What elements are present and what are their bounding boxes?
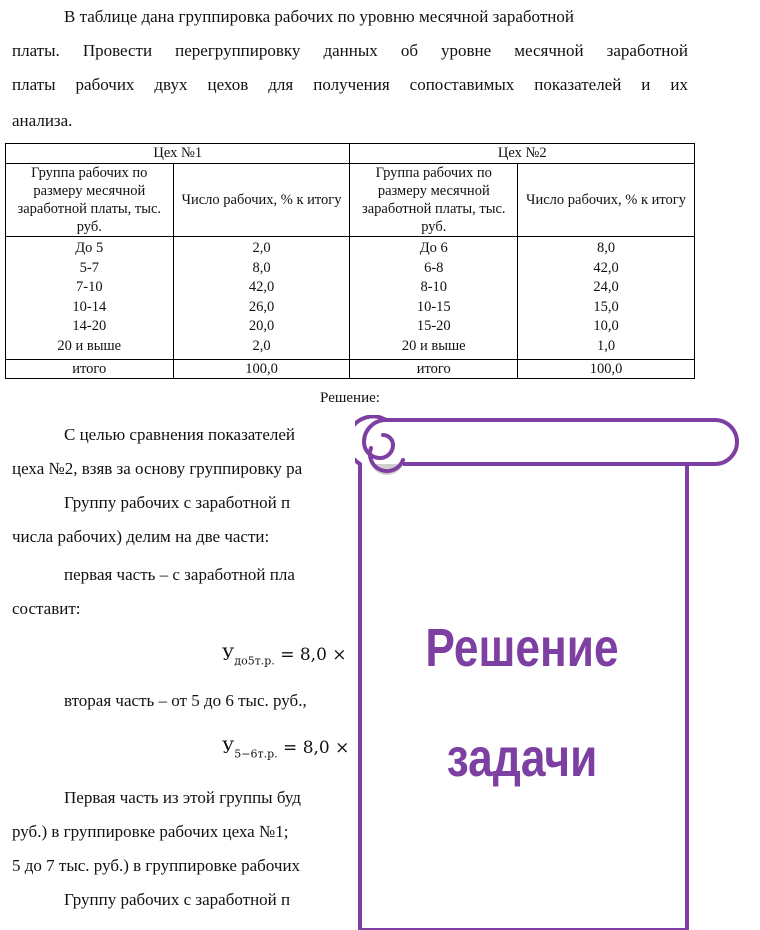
table-cell: 8,0 [252,259,271,276]
shop1-count-header: Число рабочих, % к итогу [173,164,350,237]
table-cell: 8-10 [420,279,448,296]
shop1-total-label: итого [6,359,174,378]
formula-5-to-6 [222,733,349,769]
shop1-total-value: 100,0 [173,359,350,378]
table-cell: 20,0 [248,318,275,335]
table-cell: До 5 [75,240,104,256]
shop2-count-header: Число рабочих, % к итогу [518,164,695,237]
intro-line-3: платы рабочих двух цехов для получения сопоставимых показателей и их [12,75,688,94]
solution-p5-line2: руб.) в группировке рабочих цеха №1; [12,822,289,841]
table-cell: 5-7 [79,259,99,276]
table-cell: 15,0 [593,298,619,315]
shop1-values-cell [173,237,350,360]
solution-p2-line1: Группу рабочих с заработной п [64,493,291,512]
solution-p5-line3: 5 до 7 тыс. руб.) в группировке рабочих [12,856,301,875]
shop2-group-header: Группа рабочих по размеру месячной заработной платы, тыс. руб. [350,164,518,237]
scroll-title-line2: задачи [446,728,598,788]
solution-p1-line2: цеха №2, взяв за основу группировку ра [12,459,303,478]
solution-p5-line1: Первая часть из этой группы буд [64,788,301,807]
formula-rhs: = 8,0 × [280,645,347,665]
solution-p3-line2: составит: [12,599,81,618]
solution-p3-line1: первая часть – с заработной пла [64,565,295,584]
solution-p4: вторая часть – от 5 до 6 тыс. руб., [64,691,307,710]
solution-heading: Решение: [320,390,380,406]
table-cell: 15-20 [416,318,451,335]
table-cell: 6-8 [424,259,444,276]
formula-variable: У [222,738,235,758]
table-cell: До 6 [419,240,448,256]
table-cell: 10,0 [593,318,619,335]
table-cell: 24,0 [593,279,619,296]
table-cell: 20 и выше [57,337,122,354]
table-cell: 10-14 [72,298,107,315]
solution-p6-line1: Группу рабочих с заработной п [64,890,291,909]
intro-line-4: анализа. [12,111,73,130]
shop2-groups-cell [350,237,518,360]
shop1-groups-cell [6,237,174,360]
shop2-values-cell [518,237,695,360]
formula-subscript: 5−6т.р. [234,747,278,761]
table-cell: 1,0 [596,337,616,354]
shop2-total-value: 100,0 [518,359,695,378]
table-cell: 2,0 [252,240,271,256]
shop2-total-label: итого [350,359,518,378]
intro-line-1: В таблице дана группировка рабочих по уровню месячной заработной [64,7,574,26]
table-cell: 42,0 [593,259,619,276]
shop1-group-header: Группа рабочих по размеру месячной заработной платы, тыс. руб. [6,164,174,237]
formula-subscript: до5т.р. [234,654,275,668]
table-cell: 42,0 [248,279,275,296]
shop1-title: Цех №1 [6,144,350,164]
table-cell: 14-20 [72,318,107,335]
table-cell: 2,0 [252,337,271,354]
solution-p2-line2: числа рабочих) делим на две части: [12,527,270,546]
formula-rhs: = 8,0 × [283,738,350,758]
scroll-title-line1: Решение [425,618,619,678]
wage-grouping-table [5,143,695,379]
table-cell: 7-10 [75,279,103,296]
formula-up-to-5 [222,640,347,676]
shop2-title: Цех №2 [350,144,695,164]
table-cell: 20 и выше [401,337,466,354]
table-cell: 26,0 [248,298,275,315]
table-cell: 8,0 [596,240,616,256]
solution-p1-line1: С целью сравнения показателей [64,425,296,444]
intro-line-2: платы. Провести перегруппировку данных об уровне месячной заработной [12,41,688,60]
table-cell: 10-15 [416,298,451,315]
formula-variable: У [222,645,235,665]
